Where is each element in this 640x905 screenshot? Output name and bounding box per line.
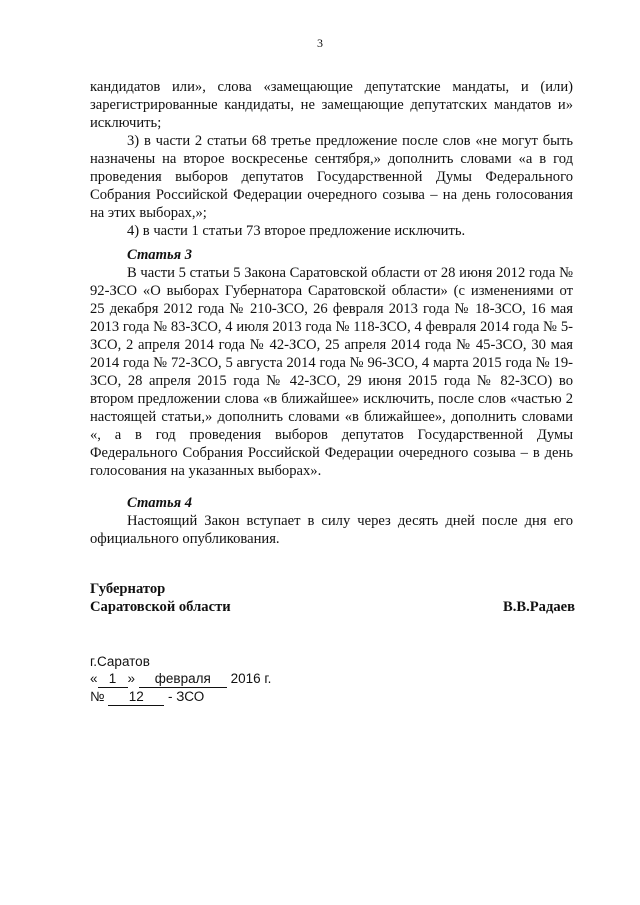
date-year: 2016 г. bbox=[230, 671, 272, 686]
article-3 bbox=[90, 246, 573, 480]
signatory-title-line2: Саратовской области bbox=[90, 599, 231, 615]
article-3-heading: Статья 3 bbox=[127, 247, 193, 263]
signature-block bbox=[90, 580, 575, 616]
city-line: г.Саратов bbox=[90, 654, 150, 669]
paragraph-item-3: 3) в части 2 статьи 68 третье предложение после слов «не могут быть назначены на второе воскресенье сентября,» дополнить словами «а в год проведения выборов депутатов Государственной Думы Федерального Собрания Российской Федерации очередного созыва – на день голосования на этих выборах,»; bbox=[90, 133, 573, 221]
number-prefix: № bbox=[90, 689, 105, 704]
amendment-paragraphs bbox=[90, 78, 573, 240]
date-line bbox=[90, 670, 271, 688]
article-4-heading: Статья 4 bbox=[127, 495, 193, 511]
paragraph-item-4: 4) в части 1 статьи 73 второе предложение исключить. bbox=[127, 223, 466, 239]
law-number-line bbox=[90, 688, 271, 706]
article-3-text: В части 5 статьи 5 Закона Саратовской области от 28 июня 2012 года № 92-ЗСО «О выборах Губернатора Саратовской области» (с изменениями от 25 декабря 2012 года № 210-ЗСО, 26 февраля 2013 года № 18-ЗСО, 16 мая 2013 года № 83-ЗСО, 4 июля 2013 года № 118-ЗСО, 4 февраля 2014 года № 5-ЗСО, 2 апреля 2014 года № 42-ЗСО, 25 апреля 2014 года № 45-ЗСО, 30 мая 2014 года № 72-ЗСО, 5 августа 2014 года № 96-ЗСО, 4 марта 2015 года № 19-ЗСО, 28 апреля 2015 года № 42-ЗСО, 29 июня 2015 года № 82-ЗСО) во втором предложении слова «в ближайшее» исключить, после слов «частью 2 настоящей статьи,» дополнить словами «в ближайшее», дополнить словами «, а в год проведения выборов депутатов Государственной Думы Федерального Собрания Российской Федерации очередного созыва – в день голосования на указанных выборах». bbox=[90, 265, 573, 479]
date-day: 1 bbox=[98, 670, 128, 688]
signatory-title-line1: Губернатор bbox=[90, 581, 166, 597]
law-number: 12 bbox=[108, 688, 164, 706]
paragraph-continuation: кандидатов или», слова «замещающие депутатские мандаты, и (или) зарегистрированные кандидаты, не замещающие депутатских мандатов и» исключить; bbox=[90, 79, 573, 131]
article-4 bbox=[90, 494, 573, 548]
date-quote-open: « bbox=[90, 671, 98, 686]
number-suffix: - ЗСО bbox=[168, 689, 205, 704]
page-number: 3 bbox=[317, 36, 323, 50]
signatory-name: В.В.Радаев bbox=[502, 599, 575, 615]
article-4-text: Настоящий Закон вступает в силу через десять дней после дня его официального опубликования. bbox=[90, 513, 573, 547]
footer-block bbox=[90, 653, 271, 706]
date-quote-close: » bbox=[127, 671, 136, 686]
date-month: февраля bbox=[139, 670, 227, 688]
